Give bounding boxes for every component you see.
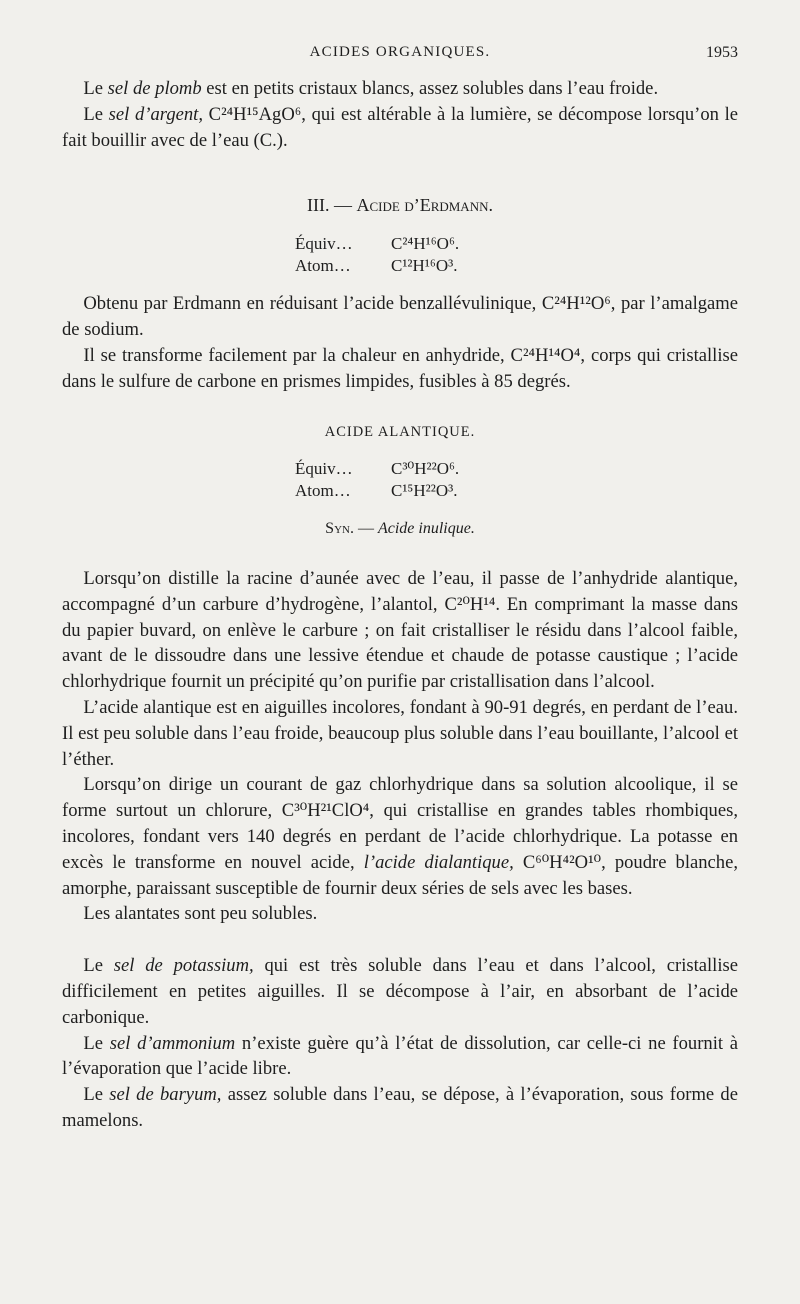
formula-line-equiv bbox=[295, 233, 505, 255]
running-head bbox=[62, 44, 738, 68]
section-spacer bbox=[62, 927, 738, 953]
text-run: Le bbox=[83, 103, 109, 125]
italic-term: sel d’ammonium bbox=[109, 1032, 236, 1054]
formula-line-equiv bbox=[295, 458, 505, 480]
text-run: Le bbox=[83, 1032, 110, 1054]
paragraph-sel-de-potassium bbox=[62, 953, 738, 1030]
synonym-text: Acide inulique. bbox=[377, 520, 475, 538]
running-title: ACIDES ORGANIQUES. bbox=[309, 44, 491, 60]
formula-block-alantique bbox=[295, 458, 505, 502]
paragraph-alantique-3 bbox=[62, 772, 738, 901]
formula-label: Équiv… bbox=[295, 459, 353, 479]
formula-label: Équiv… bbox=[295, 234, 353, 254]
section-title: Acide d’Erdmann. bbox=[356, 195, 493, 216]
text-run: Le bbox=[83, 78, 108, 99]
synonym-label: Syn. — bbox=[325, 520, 378, 538]
formula-line-atom bbox=[295, 255, 505, 277]
paragraph-alantique-4: Les alantates sont peu solubles. bbox=[83, 903, 318, 925]
text-run: C²⁴H¹⁵AgO⁶, qui est altérable à la lumière, se décompose lorsqu’on le fait bouillir avec de l’eau (C.). bbox=[62, 103, 739, 151]
text-run: Le bbox=[83, 1084, 110, 1106]
paragraph-sel-de-baryum bbox=[62, 1082, 738, 1134]
paragraph-sel-d-ammonium bbox=[62, 1031, 738, 1083]
text-run: assez soluble dans l’eau, se dépose, à l’évaporation, sous forme de mamelons. bbox=[62, 1084, 738, 1131]
text-run: Lorsqu’on dirige un courant de gaz chlorhydrique dans sa solution alcoolique, il se forme surtout un chlorure, C³⁰H²¹ClO⁴, qui cristallise en grandes tables rhombiques, incolores, fondant vers 140 degrés en perdant de l’acide chlorhydrique. La potasse en excès le transforme en nouvel acide, bbox=[62, 774, 738, 873]
text-run: qui est très soluble dans l’eau et dans l’alcool, cristallise difficilement en petites aiguilles. Il se décompose à l’air, en absorbant de l’acide carbonique. bbox=[62, 955, 739, 1028]
italic-term: sel de plomb bbox=[107, 78, 202, 99]
section-spacer bbox=[62, 394, 738, 420]
paragraph-alantique-1: Lorsqu’on distille la racine d’aunée avec de l’eau, il passe de l’anhydride alantique, accompagné d’un carbure d’hydrogène, l’alantol, C²⁰H¹⁴. En comprimant la masse dans du papier buvard, on enlève le carbure ; on fait cristalliser le résidu dans l’alcool faible, avant de le dissoudre dans une lessive étendue et chaude de potasse caustique ; l’acide chlorhydrique fournit un précipité qu’on purifie par cristallisation dans l’alcool. bbox=[62, 567, 738, 693]
text-run: Le bbox=[83, 955, 114, 977]
paragraph-sel-de-plomb bbox=[62, 76, 738, 102]
formula-line-atom bbox=[295, 480, 505, 502]
text-run: n’existe guère qu’à l’état de dissolution, car celle-ci ne fournit à l’évaporation que l’acide libre. bbox=[62, 1032, 738, 1080]
italic-term: l’acide dialantique, bbox=[363, 851, 514, 873]
formula-value: C¹²H¹⁶O³. bbox=[391, 256, 458, 276]
paragraph-sel-d-argent bbox=[62, 102, 738, 154]
text-run: est en petits cristaux blancs, assez solubles dans l’eau froide. bbox=[201, 78, 659, 99]
formula-block-erdmann bbox=[295, 233, 505, 277]
text-run: C⁶⁰H⁴²O¹⁰, poudre blanche, amorphe, paraissant susceptible de fournir deux séries de sels avec les bases. bbox=[62, 851, 739, 899]
formula-label: Atom… bbox=[295, 256, 351, 276]
page-number: 1953 bbox=[706, 44, 738, 61]
italic-term: sel de potassium, bbox=[113, 955, 254, 977]
page-body bbox=[62, 76, 738, 1134]
italic-term: sel d’argent, bbox=[108, 103, 203, 125]
section-heading-erdmann bbox=[62, 193, 738, 219]
paragraph-alantique-2: L’acide alantique est en aiguilles incolores, fondant à 90-91 degrés, en perdant de l’eau. Il est peu soluble dans l’eau froide, beaucoup plus soluble dans l’eau bouillante, l’alcool et l’éther. bbox=[62, 696, 738, 770]
synonym-line bbox=[62, 516, 738, 542]
formula-value: C¹⁵H²²O³. bbox=[391, 481, 458, 501]
italic-term: sel de baryum, bbox=[109, 1084, 222, 1106]
formula-value: C³⁰H²²O⁶. bbox=[391, 459, 460, 479]
paragraph-erdmann-2: Il se transforme facilement par la chaleur en anhydride, C²⁴H¹⁴O⁴, corps qui cristallise dans le sulfure de carbone en prismes limpides, fusibles à 85 degrés. bbox=[62, 344, 738, 392]
section-number: III. — bbox=[307, 195, 357, 216]
paragraph-erdmann-1: Obtenu par Erdmann en réduisant l’acide benzallévulinique, C²⁴H¹²O⁶, par l’amalgame de sodium. bbox=[62, 293, 738, 340]
section-spacer bbox=[62, 153, 738, 193]
formula-value: C²⁴H¹⁶O⁶. bbox=[391, 234, 460, 254]
formula-label: Atom… bbox=[295, 481, 351, 501]
section-heading-alantique: ACIDE ALANTIQUE. bbox=[324, 424, 476, 441]
